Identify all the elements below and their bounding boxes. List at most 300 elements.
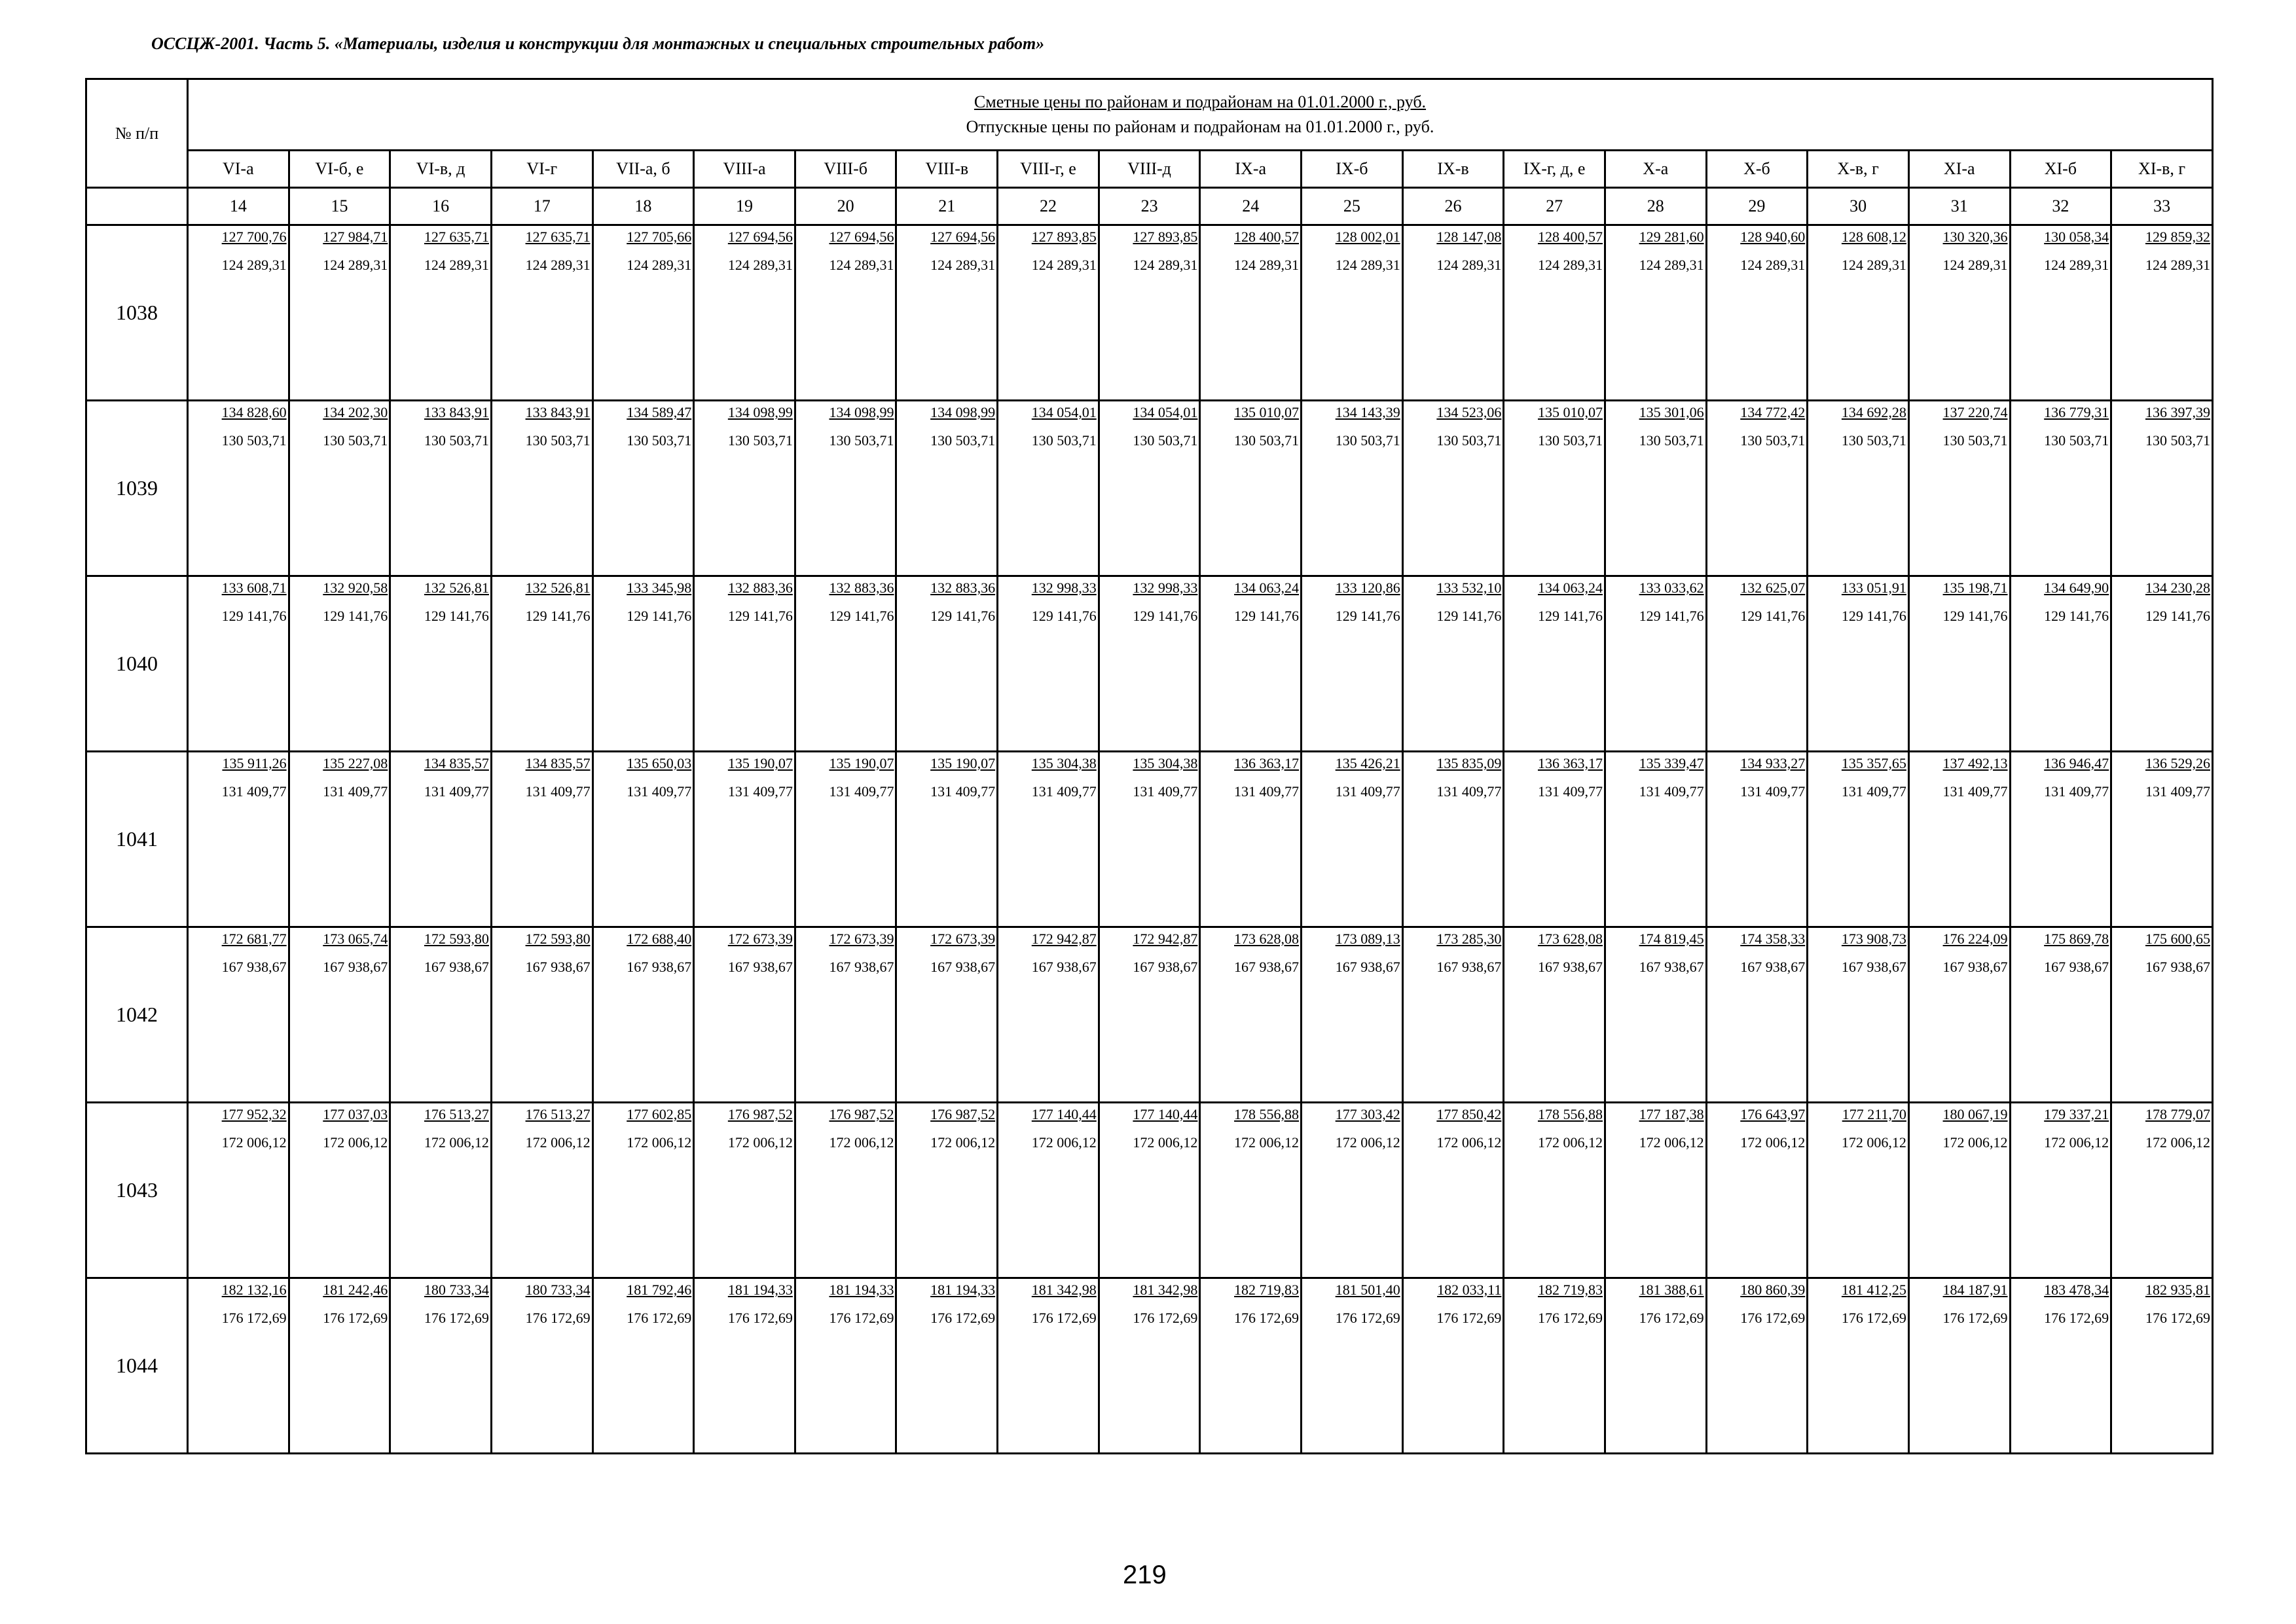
estimate-price: 172 673,39 bbox=[727, 931, 793, 947]
estimate-price: 127 893,85 bbox=[1133, 229, 1198, 245]
estimate-price: 134 230,28 bbox=[2145, 580, 2210, 596]
release-price: 129 141,76 bbox=[627, 608, 692, 624]
release-price: 124 289,31 bbox=[1436, 257, 1502, 273]
price-cell bbox=[2111, 401, 2213, 576]
release-price: 167 938,67 bbox=[2145, 959, 2210, 975]
estimate-price: 128 400,57 bbox=[1537, 229, 1603, 245]
release-price: 130 503,71 bbox=[2145, 432, 2210, 449]
column-number: 14 bbox=[188, 188, 289, 225]
price-cell bbox=[2010, 576, 2111, 752]
release-price: 167 938,67 bbox=[1639, 959, 1704, 975]
price-cell bbox=[1099, 401, 1200, 576]
release-price: 176 172,69 bbox=[2044, 1310, 2109, 1326]
estimate-prices-title: Сметные цены по районам и подрайонам на 01.01.2000 г., руб. bbox=[974, 92, 1427, 111]
release-price: 176 172,69 bbox=[1031, 1310, 1097, 1326]
estimate-price: 181 342,98 bbox=[1031, 1282, 1097, 1298]
column-number-row bbox=[86, 188, 2213, 225]
price-cell bbox=[592, 1103, 694, 1278]
price-cell bbox=[1302, 752, 1403, 927]
region-header: XI-в, г bbox=[2111, 151, 2213, 188]
table-row bbox=[86, 1103, 2213, 1278]
price-cell bbox=[1200, 1278, 1302, 1454]
release-price: 124 289,31 bbox=[1537, 257, 1603, 273]
release-price: 131 409,77 bbox=[424, 783, 489, 800]
price-cell bbox=[694, 927, 795, 1103]
price-cell bbox=[188, 927, 289, 1103]
row-number-header: № п/п bbox=[86, 79, 188, 188]
release-price: 172 006,12 bbox=[1537, 1134, 1603, 1151]
release-price: 176 172,69 bbox=[221, 1310, 287, 1326]
release-price: 167 938,67 bbox=[1537, 959, 1603, 975]
price-cell bbox=[390, 752, 492, 927]
region-header: VI-б, е bbox=[289, 151, 390, 188]
estimate-price: 172 593,80 bbox=[525, 931, 591, 947]
release-price: 124 289,31 bbox=[1740, 257, 1806, 273]
release-price: 130 503,71 bbox=[1942, 432, 2008, 449]
release-price: 129 141,76 bbox=[1436, 608, 1502, 624]
release-price: 167 938,67 bbox=[221, 959, 287, 975]
estimate-price: 135 227,08 bbox=[323, 755, 388, 771]
estimate-price: 178 556,88 bbox=[1537, 1106, 1603, 1122]
price-cell bbox=[1200, 752, 1302, 927]
region-header: XI-а bbox=[1908, 151, 2010, 188]
price-cell bbox=[998, 401, 1099, 576]
price-cell bbox=[1099, 576, 1200, 752]
release-price: 129 141,76 bbox=[2145, 608, 2210, 624]
price-cell bbox=[1302, 927, 1403, 1103]
estimate-price: 133 120,86 bbox=[1335, 580, 1400, 596]
release-price: 124 289,31 bbox=[829, 257, 894, 273]
release-price: 167 938,67 bbox=[1942, 959, 2008, 975]
release-price: 167 938,67 bbox=[627, 959, 692, 975]
price-cell bbox=[289, 225, 390, 401]
estimate-price: 184 187,91 bbox=[1942, 1282, 2008, 1298]
estimate-price: 180 733,34 bbox=[525, 1282, 591, 1298]
release-price: 131 409,77 bbox=[2044, 783, 2109, 800]
region-header: VIII-г, е bbox=[998, 151, 1099, 188]
estimate-price: 135 198,71 bbox=[1942, 580, 2008, 596]
release-price: 176 172,69 bbox=[1133, 1310, 1198, 1326]
estimate-price: 135 301,06 bbox=[1639, 404, 1704, 420]
price-cell bbox=[998, 1103, 1099, 1278]
price-cell bbox=[1808, 576, 1909, 752]
price-cell bbox=[491, 1278, 592, 1454]
release-price: 167 938,67 bbox=[525, 959, 591, 975]
estimate-price: 132 883,36 bbox=[829, 580, 894, 596]
region-header: VIII-д bbox=[1099, 151, 1200, 188]
estimate-price: 135 304,38 bbox=[1031, 755, 1097, 771]
release-price: 172 006,12 bbox=[323, 1134, 388, 1151]
price-cell bbox=[1504, 1278, 1605, 1454]
column-number: 28 bbox=[1605, 188, 1706, 225]
estimate-price: 173 285,30 bbox=[1436, 931, 1502, 947]
column-number: 22 bbox=[998, 188, 1099, 225]
price-cell bbox=[1099, 225, 1200, 401]
release-price: 124 289,31 bbox=[1031, 257, 1097, 273]
price-cell bbox=[390, 927, 492, 1103]
price-cell bbox=[998, 927, 1099, 1103]
release-price: 131 409,77 bbox=[525, 783, 591, 800]
release-price: 176 172,69 bbox=[829, 1310, 894, 1326]
estimate-price: 135 304,38 bbox=[1133, 755, 1198, 771]
estimate-price: 176 513,27 bbox=[424, 1106, 489, 1122]
price-cell bbox=[1706, 1278, 1808, 1454]
estimate-price: 135 190,07 bbox=[829, 755, 894, 771]
release-price: 172 006,12 bbox=[2044, 1134, 2109, 1151]
price-cell bbox=[694, 1278, 795, 1454]
price-cell bbox=[289, 1103, 390, 1278]
region-header: IX-в bbox=[1402, 151, 1504, 188]
page-header: ОССЦЖ-2001. Часть 5. «Материалы, изделия и конструкции для монтажных и специальных строительных работ» bbox=[151, 34, 1045, 53]
price-cell bbox=[1908, 752, 2010, 927]
release-price: 131 409,77 bbox=[727, 783, 793, 800]
release-price: 131 409,77 bbox=[2145, 783, 2210, 800]
release-price: 176 172,69 bbox=[1234, 1310, 1300, 1326]
release-price: 124 289,31 bbox=[221, 257, 287, 273]
price-cell bbox=[1908, 225, 2010, 401]
release-price: 131 409,77 bbox=[1335, 783, 1400, 800]
region-header: XI-б bbox=[2010, 151, 2111, 188]
estimate-price: 172 673,39 bbox=[930, 931, 996, 947]
estimate-price: 172 942,87 bbox=[1133, 931, 1198, 947]
price-cell bbox=[1200, 401, 1302, 576]
price-cell bbox=[1099, 1103, 1200, 1278]
release-price: 167 938,67 bbox=[2044, 959, 2109, 975]
estimate-price: 180 733,34 bbox=[424, 1282, 489, 1298]
estimate-price: 177 187,38 bbox=[1639, 1106, 1704, 1122]
release-price: 172 006,12 bbox=[525, 1134, 591, 1151]
table-row bbox=[86, 752, 2213, 927]
estimate-price: 173 628,08 bbox=[1537, 931, 1603, 947]
estimate-price: 134 054,01 bbox=[1031, 404, 1097, 420]
release-price: 167 938,67 bbox=[424, 959, 489, 975]
release-price: 124 289,31 bbox=[525, 257, 591, 273]
estimate-price: 134 523,06 bbox=[1436, 404, 1502, 420]
estimate-price: 132 883,36 bbox=[727, 580, 793, 596]
release-price: 124 289,31 bbox=[1841, 257, 1906, 273]
price-cell bbox=[188, 752, 289, 927]
release-price: 176 172,69 bbox=[930, 1310, 996, 1326]
estimate-price: 174 358,33 bbox=[1740, 931, 1806, 947]
release-price: 131 409,77 bbox=[1537, 783, 1603, 800]
estimate-price: 136 363,17 bbox=[1234, 755, 1300, 771]
price-cell bbox=[491, 1103, 592, 1278]
estimate-price: 136 779,31 bbox=[2044, 404, 2109, 420]
price-cell bbox=[1402, 927, 1504, 1103]
price-cell bbox=[390, 401, 492, 576]
estimate-price: 135 190,07 bbox=[727, 755, 793, 771]
row-number: 1038 bbox=[86, 225, 188, 401]
release-price: 130 503,71 bbox=[1740, 432, 1806, 449]
release-price: 167 938,67 bbox=[1436, 959, 1502, 975]
estimate-price: 134 692,28 bbox=[1841, 404, 1906, 420]
release-price: 167 938,67 bbox=[1133, 959, 1198, 975]
estimate-price: 136 529,26 bbox=[2145, 755, 2210, 771]
estimate-price: 172 681,77 bbox=[221, 931, 287, 947]
price-cell bbox=[1605, 752, 1706, 927]
estimate-price: 181 342,98 bbox=[1133, 1282, 1198, 1298]
estimate-price: 181 412,25 bbox=[1841, 1282, 1906, 1298]
price-cell bbox=[1706, 752, 1808, 927]
estimate-price: 173 908,73 bbox=[1841, 931, 1906, 947]
release-price: 129 141,76 bbox=[1031, 608, 1097, 624]
price-cell bbox=[1302, 401, 1403, 576]
price-cell bbox=[390, 1278, 492, 1454]
price-cell bbox=[1402, 752, 1504, 927]
price-cell bbox=[491, 401, 592, 576]
price-cell bbox=[1200, 576, 1302, 752]
release-price: 124 289,31 bbox=[1133, 257, 1198, 273]
release-price: 176 172,69 bbox=[1537, 1310, 1603, 1326]
column-number: 26 bbox=[1402, 188, 1504, 225]
release-price: 176 172,69 bbox=[627, 1310, 692, 1326]
price-cell bbox=[795, 927, 896, 1103]
price-cell bbox=[1099, 752, 1200, 927]
estimate-price: 176 987,52 bbox=[727, 1106, 793, 1122]
column-number: 20 bbox=[795, 188, 896, 225]
price-cell bbox=[491, 576, 592, 752]
release-price: 124 289,31 bbox=[2044, 257, 2109, 273]
estimate-price: 129 281,60 bbox=[1639, 229, 1704, 245]
estimate-price: 129 859,32 bbox=[2145, 229, 2210, 245]
estimate-price: 181 792,46 bbox=[627, 1282, 692, 1298]
column-number: 30 bbox=[1808, 188, 1909, 225]
estimate-price: 177 952,32 bbox=[221, 1106, 287, 1122]
price-table bbox=[85, 78, 2214, 1454]
price-cell bbox=[1808, 1278, 1909, 1454]
price-cell bbox=[1099, 1278, 1200, 1454]
release-price: 167 938,67 bbox=[1740, 959, 1806, 975]
release-price: 131 409,77 bbox=[1031, 783, 1097, 800]
release-price: 176 172,69 bbox=[1841, 1310, 1906, 1326]
price-cell bbox=[592, 401, 694, 576]
estimate-price: 134 589,47 bbox=[627, 404, 692, 420]
estimate-price: 135 357,65 bbox=[1841, 755, 1906, 771]
estimate-price: 134 063,24 bbox=[1234, 580, 1300, 596]
release-price: 130 503,71 bbox=[323, 432, 388, 449]
price-cell bbox=[998, 225, 1099, 401]
release-price: 167 938,67 bbox=[1031, 959, 1097, 975]
price-cell bbox=[1605, 576, 1706, 752]
column-number: 19 bbox=[694, 188, 795, 225]
estimate-price: 178 779,07 bbox=[2145, 1106, 2210, 1122]
release-price: 172 006,12 bbox=[1639, 1134, 1704, 1151]
release-price: 130 503,71 bbox=[627, 432, 692, 449]
release-price: 172 006,12 bbox=[221, 1134, 287, 1151]
release-price: 172 006,12 bbox=[2145, 1134, 2210, 1151]
price-cell bbox=[896, 576, 998, 752]
price-cell bbox=[2111, 927, 2213, 1103]
price-cell bbox=[289, 1278, 390, 1454]
region-header: Х-б bbox=[1706, 151, 1808, 188]
estimate-price: 127 694,56 bbox=[727, 229, 793, 245]
region-header: VIII-б bbox=[795, 151, 896, 188]
estimate-price: 135 010,07 bbox=[1537, 404, 1603, 420]
header-row-titles bbox=[86, 79, 2213, 151]
price-cell bbox=[1200, 927, 1302, 1103]
estimate-price: 134 143,39 bbox=[1335, 404, 1400, 420]
estimate-price: 134 098,99 bbox=[930, 404, 996, 420]
row-number: 1043 bbox=[86, 1103, 188, 1278]
estimate-price: 127 694,56 bbox=[829, 229, 894, 245]
price-cell bbox=[2111, 752, 2213, 927]
release-price: 129 141,76 bbox=[424, 608, 489, 624]
price-cell bbox=[694, 1103, 795, 1278]
release-price: 176 172,69 bbox=[525, 1310, 591, 1326]
release-price: 131 409,77 bbox=[1841, 783, 1906, 800]
release-price: 167 938,67 bbox=[930, 959, 996, 975]
release-price: 129 141,76 bbox=[829, 608, 894, 624]
region-header: VIII-а bbox=[694, 151, 795, 188]
release-price: 167 938,67 bbox=[323, 959, 388, 975]
release-price: 129 141,76 bbox=[1335, 608, 1400, 624]
release-price: 129 141,76 bbox=[323, 608, 388, 624]
release-price: 167 938,67 bbox=[1335, 959, 1400, 975]
price-cell bbox=[1706, 401, 1808, 576]
price-cell bbox=[896, 225, 998, 401]
region-header: IX-а bbox=[1200, 151, 1302, 188]
price-cell bbox=[289, 752, 390, 927]
price-cell bbox=[289, 576, 390, 752]
price-cell bbox=[188, 401, 289, 576]
price-cell bbox=[1099, 927, 1200, 1103]
price-cell bbox=[188, 225, 289, 401]
estimate-price: 179 337,21 bbox=[2044, 1106, 2109, 1122]
release-price: 131 409,77 bbox=[1234, 783, 1300, 800]
estimate-price: 182 935,81 bbox=[2145, 1282, 2210, 1298]
price-cell bbox=[188, 1103, 289, 1278]
estimate-price: 133 033,62 bbox=[1639, 580, 1704, 596]
estimate-price: 172 942,87 bbox=[1031, 931, 1097, 947]
price-cell bbox=[1504, 401, 1605, 576]
estimate-price: 180 067,19 bbox=[1942, 1106, 2008, 1122]
price-cell bbox=[289, 401, 390, 576]
column-number: 33 bbox=[2111, 188, 2213, 225]
release-price: 131 409,77 bbox=[1639, 783, 1704, 800]
row-number: 1044 bbox=[86, 1278, 188, 1454]
estimate-price: 133 608,71 bbox=[221, 580, 287, 596]
estimate-price: 176 513,27 bbox=[525, 1106, 591, 1122]
column-number: 24 bbox=[1200, 188, 1302, 225]
release-price: 167 938,67 bbox=[829, 959, 894, 975]
release-price: 172 006,12 bbox=[1133, 1134, 1198, 1151]
column-number: 17 bbox=[491, 188, 592, 225]
release-price: 176 172,69 bbox=[1942, 1310, 2008, 1326]
table-row bbox=[86, 401, 2213, 576]
row-number: 1039 bbox=[86, 401, 188, 576]
release-price: 131 409,77 bbox=[221, 783, 287, 800]
price-cell bbox=[998, 576, 1099, 752]
estimate-price: 183 478,34 bbox=[2044, 1282, 2109, 1298]
estimate-price: 177 211,70 bbox=[1842, 1106, 1906, 1122]
estimate-price: 134 772,42 bbox=[1740, 404, 1806, 420]
estimate-price: 172 593,80 bbox=[424, 931, 489, 947]
row-number: 1042 bbox=[86, 927, 188, 1103]
price-cell bbox=[1908, 1278, 2010, 1454]
price-cell bbox=[1706, 225, 1808, 401]
price-cell bbox=[896, 1278, 998, 1454]
page-number: 219 bbox=[1123, 1560, 1167, 1589]
estimate-price: 135 190,07 bbox=[930, 755, 996, 771]
estimate-price: 172 688,40 bbox=[627, 931, 692, 947]
price-cell bbox=[896, 927, 998, 1103]
price-cell bbox=[592, 576, 694, 752]
column-number: 21 bbox=[896, 188, 998, 225]
column-number: 18 bbox=[592, 188, 694, 225]
estimate-price: 134 098,99 bbox=[829, 404, 894, 420]
release-price: 129 141,76 bbox=[1639, 608, 1704, 624]
region-header: Х-а bbox=[1605, 151, 1706, 188]
release-price: 131 409,77 bbox=[1133, 783, 1198, 800]
release-price: 130 503,71 bbox=[2044, 432, 2109, 449]
estimate-price: 134 202,30 bbox=[323, 404, 388, 420]
release-price: 124 289,31 bbox=[1639, 257, 1704, 273]
estimate-price: 127 635,71 bbox=[424, 229, 489, 245]
estimate-price: 134 063,24 bbox=[1537, 580, 1603, 596]
estimate-price: 134 054,01 bbox=[1133, 404, 1198, 420]
estimate-price: 136 946,47 bbox=[2044, 755, 2109, 771]
estimate-price: 137 220,74 bbox=[1942, 404, 2008, 420]
price-cell bbox=[1908, 576, 2010, 752]
price-cell bbox=[1908, 1103, 2010, 1278]
release-price: 172 006,12 bbox=[1335, 1134, 1400, 1151]
price-cell bbox=[2111, 1278, 2213, 1454]
estimate-price: 181 242,46 bbox=[323, 1282, 388, 1298]
estimate-price: 134 835,57 bbox=[424, 755, 489, 771]
release-price: 129 141,76 bbox=[1740, 608, 1806, 624]
estimate-price: 172 673,39 bbox=[829, 931, 894, 947]
estimate-price: 180 860,39 bbox=[1740, 1282, 1806, 1298]
price-cell bbox=[1504, 576, 1605, 752]
price-cell bbox=[1605, 927, 1706, 1103]
price-cell bbox=[2010, 1103, 2111, 1278]
release-price: 130 503,71 bbox=[1436, 432, 1502, 449]
region-header: IX-б bbox=[1302, 151, 1403, 188]
price-cell bbox=[896, 1103, 998, 1278]
release-price: 124 289,31 bbox=[1234, 257, 1300, 273]
price-cell bbox=[592, 927, 694, 1103]
estimate-price: 132 625,07 bbox=[1740, 580, 1806, 596]
region-header: VI-а bbox=[188, 151, 289, 188]
price-cell bbox=[188, 1278, 289, 1454]
estimate-price: 127 893,85 bbox=[1031, 229, 1097, 245]
estimate-price: 130 320,36 bbox=[1942, 229, 2008, 245]
release-price: 130 503,71 bbox=[1537, 432, 1603, 449]
price-cell bbox=[1200, 225, 1302, 401]
release-price: 176 172,69 bbox=[2145, 1310, 2210, 1326]
price-cell bbox=[390, 1103, 492, 1278]
estimate-price: 176 224,09 bbox=[1942, 931, 2008, 947]
estimate-price: 177 037,03 bbox=[323, 1106, 388, 1122]
price-cell bbox=[1706, 1103, 1808, 1278]
estimate-price: 128 608,12 bbox=[1841, 229, 1906, 245]
estimate-price: 134 835,57 bbox=[525, 755, 591, 771]
estimate-price: 127 705,66 bbox=[627, 229, 692, 245]
price-cell bbox=[1808, 401, 1909, 576]
release-price: 167 938,67 bbox=[727, 959, 793, 975]
estimate-price: 176 987,52 bbox=[930, 1106, 996, 1122]
price-cell bbox=[1402, 401, 1504, 576]
price-cell bbox=[1908, 927, 2010, 1103]
release-price: 124 289,31 bbox=[1335, 257, 1400, 273]
column-number: 27 bbox=[1504, 188, 1605, 225]
price-cell bbox=[1200, 1103, 1302, 1278]
estimate-price: 132 526,81 bbox=[424, 580, 489, 596]
release-price: 130 503,71 bbox=[221, 432, 287, 449]
region-header: VI-в, д bbox=[390, 151, 492, 188]
release-price: 130 503,71 bbox=[1841, 432, 1906, 449]
price-cell bbox=[1302, 225, 1403, 401]
